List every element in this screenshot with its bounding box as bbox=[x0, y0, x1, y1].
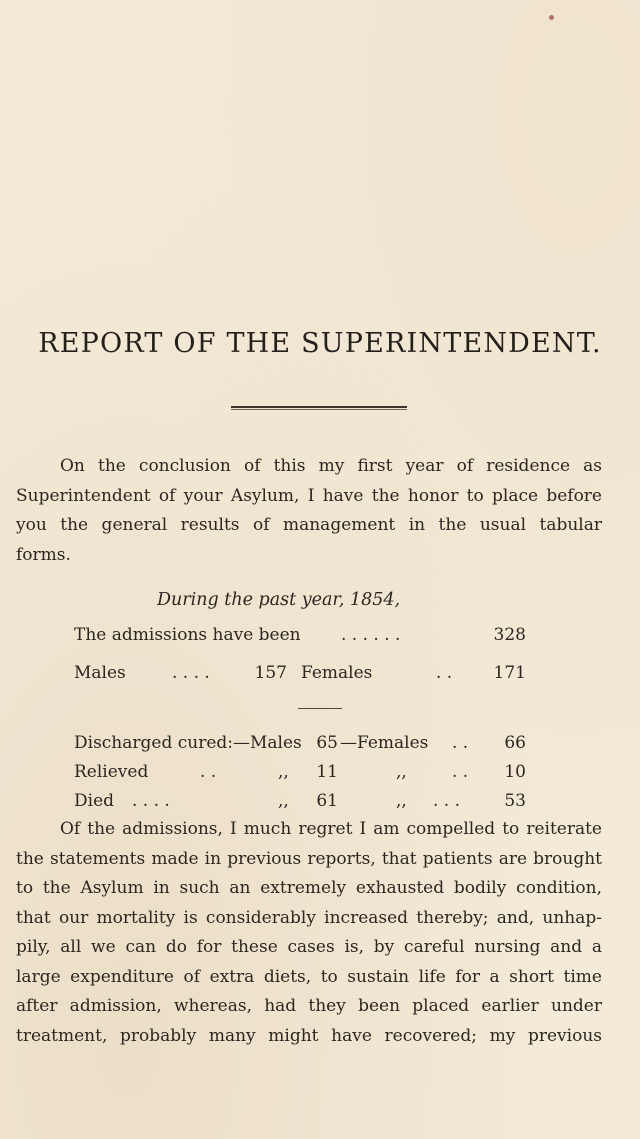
died-males: 61 bbox=[316, 791, 338, 811]
relieved-total: 10 bbox=[504, 762, 526, 782]
died-label: Died bbox=[74, 791, 115, 811]
body-line: to the Asylum in such an extremely exhausted bodily condition, bbox=[16, 878, 602, 898]
table-divider bbox=[298, 708, 342, 709]
body-line: large expenditure of extra diets, to sustain life for a short time bbox=[16, 966, 602, 987]
intro-line: you the general results of management in the usual tabular bbox=[16, 515, 602, 535]
died-ditto-mark: ,, bbox=[396, 791, 407, 811]
page-title: REPORT OF THE SUPERINTENDENT. bbox=[38, 328, 602, 359]
body-line: the statements made in previous reports, that patients are brought bbox=[16, 848, 602, 869]
body-line: Of the admissions, I much regret I am compelled to reiterate bbox=[60, 819, 602, 839]
females-value: 171 bbox=[493, 663, 526, 683]
intro-line: On the conclusion of this my first year of residence as bbox=[60, 456, 602, 476]
table-heading: During the past year, 1854, bbox=[157, 590, 401, 610]
body-line: that our mortality is considerably increased thereby; and, unhap- bbox=[16, 907, 602, 928]
relieved-label-leader: . . bbox=[200, 762, 217, 782]
admissions-leader: . . . . . . bbox=[341, 625, 401, 645]
discharged-leader: . . bbox=[452, 733, 469, 753]
admissions-label: The admissions have been bbox=[74, 625, 301, 645]
body-paragraph bbox=[16, 815, 602, 1051]
females-leader: . . bbox=[436, 663, 453, 683]
relieved-males: 11 bbox=[316, 762, 338, 782]
relieved-row bbox=[0, 762, 640, 786]
intro-paragraph bbox=[16, 452, 602, 570]
body-line: after admission, whereas, had they been placed earlier under bbox=[16, 996, 602, 1016]
intro-line: Superintendent of your Asylum, I have the honor to place before bbox=[16, 485, 602, 506]
relieved-label: Relieved bbox=[74, 762, 149, 782]
males-label: Males bbox=[74, 663, 126, 683]
sex-breakdown-row bbox=[0, 663, 640, 687]
title-rule-thin bbox=[231, 409, 407, 410]
body-line: treatment, probably many might have recovered; my previous bbox=[16, 1025, 602, 1046]
died-leader: . . . bbox=[433, 791, 461, 811]
males-leader: . . . . bbox=[172, 663, 210, 683]
discharged-females-label: —Females bbox=[340, 733, 429, 753]
relieved-ditto-mark: ,, bbox=[278, 762, 289, 782]
body-line: pily, all we can do for these cases is, by careful nursing and a bbox=[16, 937, 602, 957]
discharged-total: 66 bbox=[504, 733, 526, 753]
ink-spot bbox=[549, 15, 554, 20]
died-label-leader: . . . . bbox=[132, 791, 170, 811]
relieved-leader: . . bbox=[452, 762, 469, 782]
males-value: 157 bbox=[254, 663, 287, 683]
intro-line: forms. bbox=[16, 544, 71, 565]
title-rule-thick bbox=[231, 406, 407, 408]
females-label: Females bbox=[301, 663, 373, 683]
discharged-label: Discharged cured:—Males bbox=[74, 733, 302, 753]
relieved-ditto-mark: ,, bbox=[396, 762, 407, 782]
discharged-row bbox=[0, 733, 640, 757]
admissions-total: 328 bbox=[493, 625, 526, 645]
discharged-males: 65 bbox=[316, 733, 338, 753]
died-total: 53 bbox=[504, 791, 526, 811]
died-ditto-mark: ,, bbox=[278, 791, 289, 811]
admissions-row bbox=[0, 625, 640, 649]
died-row bbox=[0, 791, 640, 815]
